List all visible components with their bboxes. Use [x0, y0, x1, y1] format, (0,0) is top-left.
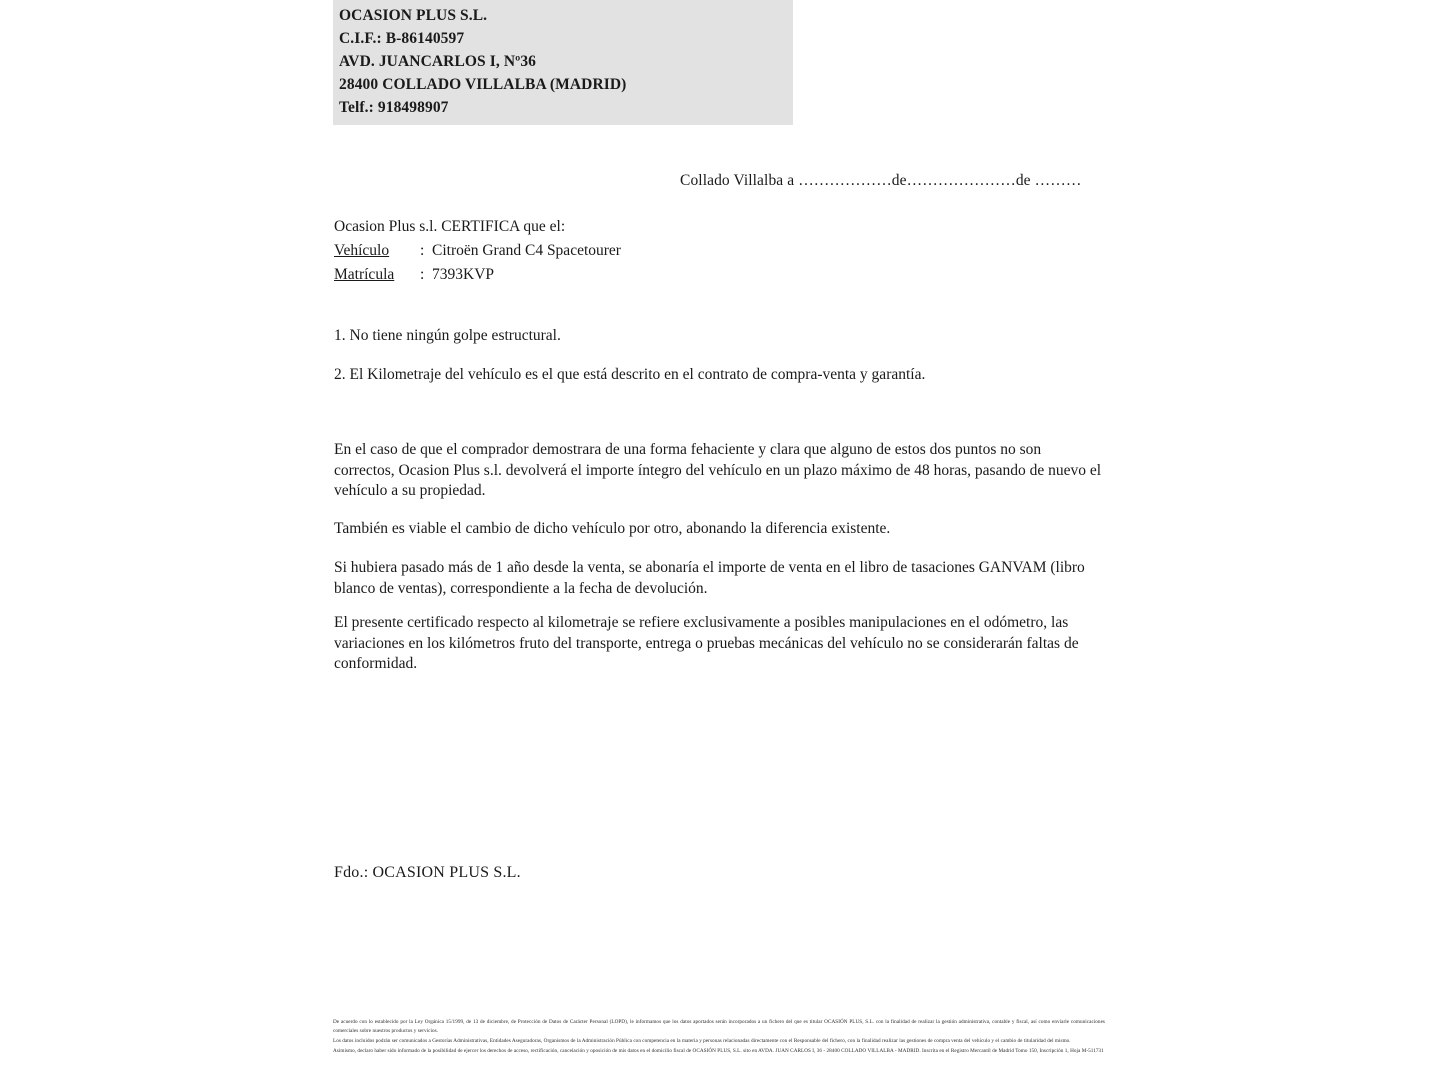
legal-paragraph-1: De acuerdo con lo establecido por la Ley Orgánica 15/1999, de 13 de diciembre, de Protección de Datos de Carácter Personal (LOPD), le informamos que los datos aportados serán incorporados a un fichero del que es titular OCASIÓN PLUS, S.L. con la finalidad de realizar la gestión administrativa, contable y fiscal, así como enviarle comunicaciones comerciales sobre nuestros productos y servicios. [333, 1019, 1105, 1034]
point-2: 2. El Kilometraje del vehículo es el que está descrito en el contrato de compra-venta y garantía. [334, 366, 926, 383]
paragraph-refund: En el caso de que el comprador demostrara de una forma fehaciente y clara que alguno de estos dos puntos no son correctos, Ocasion Plus s.l. devolverá el importe íntegro del vehículo en un plazo máximo de 48 horas, pasando de nuevo el vehículo a su propiedad. [334, 441, 1102, 499]
field-vehiculo-value: Citroën Grand C4 Spacetourer [432, 242, 621, 259]
field-vehiculo-label: Vehículo [334, 242, 390, 259]
signature-line: Fdo.: OCASION PLUS S.L. [334, 864, 521, 881]
field-matricula-label: Matrícula [334, 266, 395, 283]
legal-paragraph-3: Asimismo, declaro haber sido informado de la posibilidad de ejercer los derechos de acceso, rectificación, cancelación y oposición de mis datos en el domicilio fiscal de OCASIÓN PLUS, S.L. sito en AVDA. JUAN CARLOS I, 36 - 28400 COLLADO VILLALBA - MADRID. Inscrita en el Registro Mercantil de Madrid Tomo 150, Inscripción 1, Hoja M-511731 [333, 1047, 1104, 1054]
paragraph-ganvam: Si hubiera pasado más de 1 año desde la venta, se abonaría el importe de venta en el libro de tasaciones GANVAM (libro blanco de ventas), correspondiente a la fecha de devolución. [334, 559, 1085, 597]
field-matricula [334, 265, 494, 285]
field-matricula-separator: : [420, 266, 425, 283]
company-city: 28400 COLLADO VILLALBA (MADRID) [339, 76, 627, 93]
field-matricula-value: 7393KVP [432, 266, 495, 283]
paragraph-odometer: El presente certificado respecto al kilometraje se refiere exclusivamente a posibles manipulaciones en el odómetro, las variaciones en los kilómetros fruto del transporte, entrega o pruebas mecánicas del vehículo no se considerarán faltas de conformidad. [334, 614, 1079, 672]
paragraph-exchange: También es viable el cambio de dicho vehículo por otro, abonando la diferencia existente. [334, 520, 891, 537]
point-1: 1. No tiene ningún golpe estructural. [334, 327, 561, 344]
company-address: AVD. JUANCARLOS I, Nº36 [339, 53, 537, 70]
date-line: Collado Villalba a ………………de…………………de ……… [680, 172, 1082, 189]
legal-footer [333, 1018, 1105, 1057]
legal-paragraph-2: Los datos incluidos podrán ser comunicados a Gestorías Administrativas, Entidades Aseguradoras, Organismos de la Administración Pública con competencia en la materia y personas relacionadas directamente con el Responsable del fichero, con la finalidad realizar las gestiones de compra venta del vehículo y el cambio de titularidad del mismo. [333, 1037, 1071, 1044]
company-phone: Telf.: 918498907 [339, 99, 449, 116]
field-vehiculo-separator: : [420, 242, 425, 259]
letterhead-block [333, 0, 793, 125]
company-name: OCASION PLUS S.L. [339, 7, 488, 24]
company-cif: C.I.F.: B-86140597 [339, 30, 465, 47]
certifies-intro: Ocasion Plus s.l. CERTIFICA que el: [334, 218, 566, 235]
field-vehiculo [334, 241, 621, 261]
